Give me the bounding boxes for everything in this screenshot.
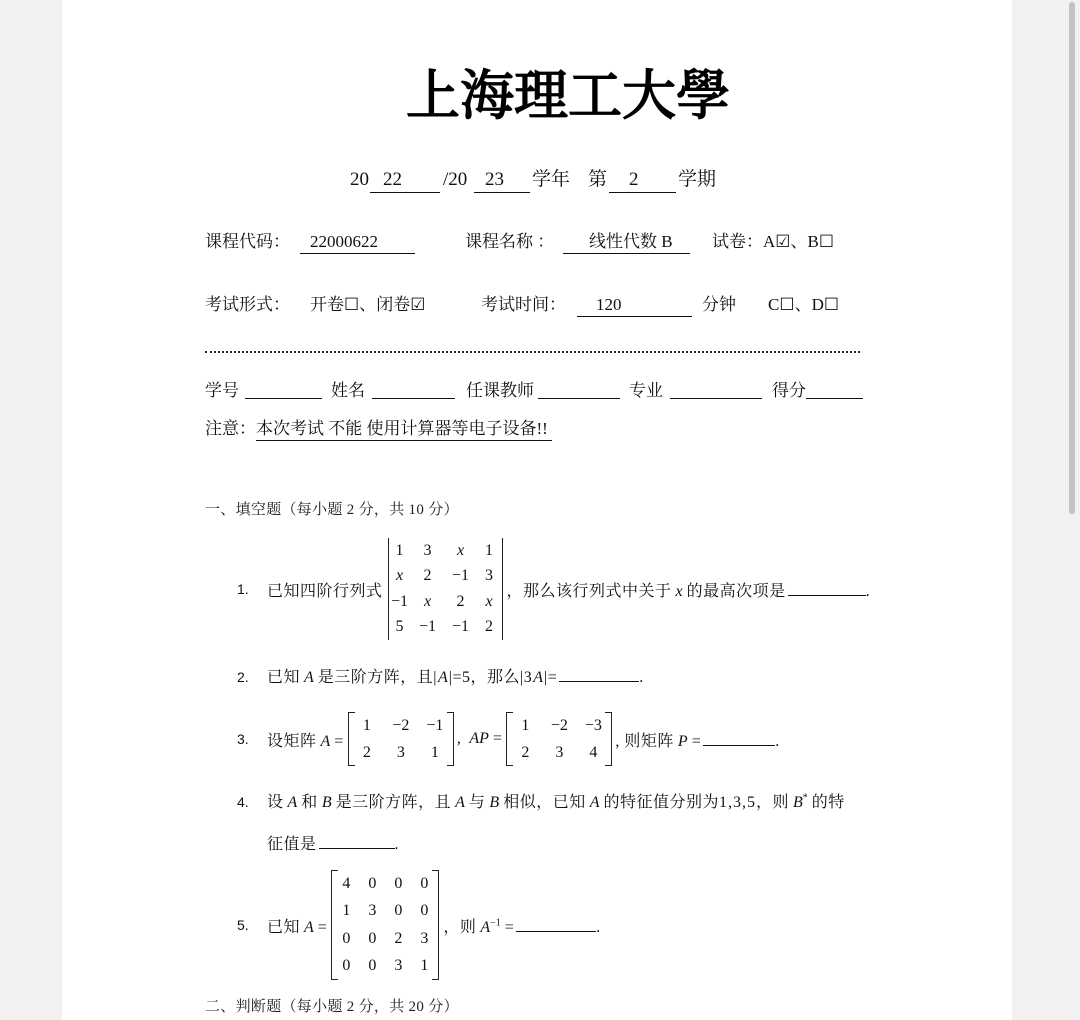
term-century-2: /20 bbox=[443, 169, 468, 190]
variable-AP: AP bbox=[469, 730, 489, 747]
question-text: ，则 bbox=[443, 918, 477, 936]
question-text: 和 bbox=[301, 794, 318, 811]
determinant-cell: 2 bbox=[485, 618, 494, 636]
course-code-label: 课程代码： bbox=[205, 232, 290, 251]
equals-sign: = bbox=[504, 918, 515, 936]
dotted-separator bbox=[205, 351, 860, 353]
answer-blank bbox=[788, 595, 866, 596]
section-2-heading: 二、判断题（每小题 2 分，共 20 分） bbox=[205, 999, 459, 1015]
matrix-cell: 1 bbox=[521, 716, 530, 734]
question-text: |=5，那么|3 bbox=[448, 669, 533, 686]
answer-blank bbox=[559, 681, 639, 682]
exam-time-value: 120 bbox=[577, 294, 692, 317]
variable-A-inverse bbox=[480, 919, 500, 936]
question-3-middle bbox=[457, 730, 503, 748]
equals-sign: = bbox=[691, 732, 702, 750]
determinant-cell: 2 bbox=[456, 592, 465, 610]
matrix-cell: 3 bbox=[555, 743, 564, 761]
question-text: 的特 bbox=[811, 794, 845, 811]
term-semester-suffix: 学期 bbox=[678, 169, 717, 190]
student-name-label: 姓名 bbox=[331, 381, 365, 400]
term-century-1: 20 bbox=[350, 169, 369, 190]
variable-A: A bbox=[589, 794, 600, 811]
period: . bbox=[394, 836, 400, 853]
answer-blank bbox=[516, 931, 596, 932]
question-text: 相似，已知 bbox=[503, 794, 586, 811]
question-text: |= bbox=[544, 669, 558, 686]
determinant-cell: x bbox=[485, 592, 493, 610]
matrix-cell: 2 bbox=[521, 743, 530, 761]
determinant-cell: −1 bbox=[391, 592, 409, 610]
score-blank bbox=[806, 398, 863, 399]
determinant-cell: x bbox=[395, 567, 404, 585]
matrix-cell: 0 bbox=[420, 902, 429, 920]
matrix-cell: 0 bbox=[368, 874, 377, 892]
determinant-cell: 1 bbox=[395, 541, 404, 559]
question-text: 是三阶方阵，且 bbox=[335, 794, 452, 811]
term-semester-label: 第 bbox=[588, 169, 608, 190]
equals-sign: = bbox=[334, 732, 344, 750]
matrix-cell: 4 bbox=[342, 874, 351, 892]
question-number: 1. bbox=[237, 581, 249, 597]
question-text: 设 bbox=[267, 794, 284, 811]
notice bbox=[205, 418, 552, 441]
question-text: , 则矩阵 bbox=[615, 732, 674, 750]
determinant-cell: x bbox=[456, 541, 465, 559]
question-3-intro bbox=[267, 728, 344, 751]
question-number: 4. bbox=[237, 794, 249, 810]
notice-text: 本次考试 不能 使用计算器等电子设备!! bbox=[256, 418, 552, 441]
matrix-cell: 0 bbox=[420, 874, 429, 892]
determinant-cell: 5 bbox=[395, 618, 404, 636]
adjoint-superscript: * bbox=[802, 792, 808, 804]
matrix-cell: −3 bbox=[584, 716, 602, 734]
question-3-tail bbox=[615, 728, 779, 751]
determinant-cell: 3 bbox=[485, 567, 494, 585]
exam-format-label: 考试形式： bbox=[205, 295, 290, 314]
question-text: 的特征值分别为 bbox=[603, 794, 719, 811]
variable-B: B bbox=[489, 794, 500, 811]
question-5-intro bbox=[267, 914, 327, 937]
matrix-cell: 0 bbox=[368, 957, 377, 975]
matrix-A bbox=[348, 712, 454, 766]
exam-format-options: 开卷☐、闭卷☑ bbox=[310, 295, 426, 314]
question-5-tail bbox=[443, 914, 600, 937]
university-title: 上海理工大學 bbox=[406, 63, 730, 127]
matrix-cell: 1 bbox=[342, 902, 351, 920]
answer-blank bbox=[703, 745, 775, 746]
matrix-cell: 0 bbox=[368, 929, 377, 947]
matrix-cell: 0 bbox=[394, 902, 403, 920]
period: . bbox=[775, 732, 780, 750]
course-code-value: 22000622 bbox=[300, 231, 415, 254]
question-number: 3. bbox=[237, 731, 249, 747]
exam-time-unit: 分钟 bbox=[702, 295, 736, 314]
question-text: 已知 bbox=[267, 918, 301, 936]
term-year-start: 22 bbox=[370, 168, 440, 193]
period: . bbox=[639, 669, 644, 686]
paper-type bbox=[712, 231, 834, 253]
matrix-cell: 3 bbox=[420, 929, 429, 947]
teacher-blank bbox=[538, 398, 620, 399]
determinant-cell: 2 bbox=[423, 567, 432, 585]
course-name-value: 线性代数 B bbox=[563, 231, 690, 254]
period: . bbox=[865, 582, 871, 600]
variable-x: x bbox=[675, 582, 683, 600]
period: . bbox=[596, 918, 601, 936]
section-1-heading: 一、填空题（每小题 2 分，共 10 分） bbox=[205, 502, 459, 518]
variable-A: A bbox=[533, 669, 544, 686]
teacher-label: 任课教师 bbox=[466, 381, 534, 400]
paper-extra-options: C☐、D☐ bbox=[768, 295, 840, 314]
eigenvalues: 1,3,5 bbox=[719, 794, 756, 811]
question-text: 已知 bbox=[267, 669, 301, 686]
question-1-intro: 已知四阶行列式 bbox=[267, 582, 383, 600]
matrix-cell: 0 bbox=[342, 929, 351, 947]
determinant-cell: 1 bbox=[485, 541, 494, 559]
comma: , bbox=[456, 730, 462, 747]
question-5 bbox=[237, 869, 601, 981]
paper-type-options: A☑、B☐ bbox=[763, 232, 835, 251]
question-text: ，则 bbox=[756, 794, 790, 811]
matrix-cell: 4 bbox=[589, 743, 598, 761]
course-name-label: 课程名称 ： bbox=[465, 232, 555, 251]
question-4-line-1 bbox=[237, 791, 845, 814]
question-text: 征值是 bbox=[267, 836, 317, 853]
matrix-cell: 3 bbox=[394, 957, 403, 975]
student-id-label: 学号 bbox=[205, 381, 239, 400]
matrix-cell: 0 bbox=[342, 957, 351, 975]
variable-A: A bbox=[320, 732, 331, 750]
variable-B: B bbox=[321, 794, 332, 811]
student-id-blank bbox=[245, 398, 322, 399]
exam-time-label: 考试时间： bbox=[481, 295, 566, 314]
determinant-cell: x bbox=[423, 592, 432, 610]
matrix-AP bbox=[506, 712, 612, 766]
variable-A: A bbox=[287, 794, 298, 811]
term-year-label: 学年 bbox=[532, 169, 571, 190]
term-year-end: 23 bbox=[474, 168, 530, 193]
question-3 bbox=[237, 711, 780, 767]
score-label: 得分 bbox=[772, 381, 806, 400]
variable-A: A bbox=[480, 918, 491, 936]
question-text: ，那么该行列式中关于 bbox=[506, 582, 672, 600]
question-text: 的最高次项是 bbox=[686, 582, 786, 600]
determinant-4x4 bbox=[388, 538, 503, 640]
variable-B: B bbox=[793, 794, 803, 811]
variable-A: A bbox=[455, 794, 465, 811]
equals-sign: = bbox=[492, 730, 503, 747]
variable-B-adjoint bbox=[793, 794, 808, 811]
determinant-cell: 3 bbox=[423, 541, 432, 559]
matrix-cell: −1 bbox=[426, 716, 444, 734]
paper-type-label: 试卷： bbox=[712, 232, 763, 251]
matrix-cell: 2 bbox=[394, 929, 403, 947]
term-semester-value: 2 bbox=[609, 168, 676, 193]
matrix-cell: 1 bbox=[362, 716, 371, 734]
question-text: 与 bbox=[468, 794, 486, 811]
variable-P: P bbox=[677, 732, 688, 750]
matrix-cell: 3 bbox=[368, 902, 377, 920]
student-name-blank bbox=[372, 398, 455, 399]
matrix-cell: 1 bbox=[420, 957, 429, 975]
matrix-cell: 0 bbox=[394, 874, 403, 892]
question-text: 是三阶方阵，且| bbox=[317, 669, 438, 686]
question-1-tail bbox=[507, 578, 871, 601]
major-label: 专业 bbox=[629, 381, 663, 400]
question-text: 设矩阵 bbox=[267, 732, 317, 750]
matrix-cell: 1 bbox=[430, 743, 439, 761]
question-number: 2. bbox=[237, 669, 249, 685]
equals-sign: = bbox=[317, 918, 328, 936]
variable-A: A bbox=[304, 669, 314, 686]
matrix-A-4x4 bbox=[331, 870, 439, 980]
variable-A: A bbox=[438, 669, 448, 686]
variable-A: A bbox=[304, 918, 314, 936]
matrix-cell: −2 bbox=[392, 716, 410, 734]
matrix-cell: 3 bbox=[396, 743, 405, 761]
determinant-cell: −1 bbox=[452, 618, 470, 636]
question-number: 5. bbox=[237, 917, 249, 933]
matrix-cell: 2 bbox=[362, 743, 371, 761]
inverse-superscript: −1 bbox=[490, 917, 501, 929]
major-blank bbox=[670, 398, 762, 399]
question-4-line-2 bbox=[267, 834, 399, 856]
answer-blank bbox=[319, 848, 395, 849]
question-2 bbox=[237, 666, 644, 689]
determinant-cell: −1 bbox=[419, 618, 437, 636]
notice-label: 注意： bbox=[205, 419, 256, 438]
matrix-cell: −2 bbox=[550, 716, 568, 734]
determinant-cell: −1 bbox=[452, 567, 470, 585]
question-1 bbox=[237, 537, 870, 641]
